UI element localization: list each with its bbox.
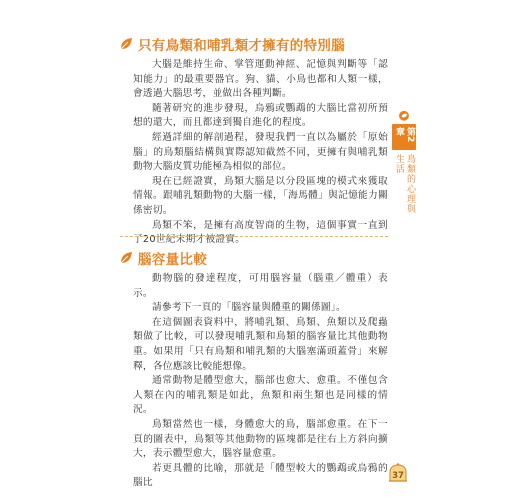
bird-icon xyxy=(397,110,411,121)
section-divider xyxy=(120,236,388,237)
paragraph: 在這個圖表資料中，將哺乳類、鳥類、魚類以及爬蟲類做了比較，可以發現哺乳類和鳥類的腦容量比其他動物重。如果用「只有鳥類和哺乳類的大腦塞滿頭蓋骨」來解釋，各位應該比較能想像。 xyxy=(133,316,388,372)
paragraph: 若更具體的比喻，那就是「體型較大的鸚鵡或烏鴉的腦比 xyxy=(133,462,388,489)
section-heading-text: 只有鳥類和哺乳類才擁有的特別腦 xyxy=(138,38,345,54)
paragraph: 鳥類不笨，是擁有高度智商的生物，這個事實一直到了20世紀末期才被證實。 xyxy=(133,219,388,246)
paragraph: 請參考下一頁的「腦容量與體重的關係圖」。 xyxy=(152,302,346,314)
paragraph: 經過詳細的解剖過程，發現我們一直以為屬於「原始腦」的鳥類腦結構與實際認知截然不同，更擁有與哺乳類動物大腦皮質功能極為相似的部位。 xyxy=(133,131,388,173)
page-number xyxy=(386,463,410,483)
section-body-special-brain xyxy=(133,58,388,248)
paragraph: 動物腦的發達程度，可用腦容量（腦重／體重）表示。 xyxy=(133,273,388,299)
paragraph: 鳥類當然也一樣，身體愈大的鳥，腦部愈重。在下一頁的圖表中，鳥類等其他動物的區塊都是往右上方斜向擴大，表示體型愈大，腦容量愈重。 xyxy=(133,418,388,460)
paragraph: 隨著研究的進步發現，烏鴉或鸚鵡的大腦比當初所預想的還大，而且都達到獨自進化的程度。 xyxy=(133,102,388,129)
paragraph: 大腦是維持生命、掌管運動神經、記憶與判斷等「認知能力」的最重要器官。狗、貓、小鳥也都和人類一樣，會透過大腦思考，並做出各種判斷。 xyxy=(133,59,388,100)
section-heading-special-brain xyxy=(118,34,345,54)
orange-leaf-icon xyxy=(118,250,134,266)
paragraph: 通常動物是體型愈大，腦部也愈大、愈重。不僅包含人類在內的哺乳類是如此，魚類和兩生類也是同樣的情況。 xyxy=(133,375,388,416)
section-heading-text: 腦容量比較 xyxy=(138,252,207,268)
paragraph: 現在已經證實，鳥類大腦是以分段區塊的模式來獲取情報。跟哺乳類動物的大腦一樣，「海馬體」與記憶能力關係密切。 xyxy=(133,175,388,216)
chapter-side-tab xyxy=(394,110,415,220)
orange-leaf-icon xyxy=(118,36,134,52)
section-heading-brain-capacity xyxy=(118,248,207,268)
chapter-title: 鳥類的心理與生活 xyxy=(394,154,415,215)
section-body-brain-capacity xyxy=(133,272,388,491)
chapter-label: 第2章 xyxy=(392,124,416,150)
page-number-text: 37 xyxy=(392,471,404,481)
